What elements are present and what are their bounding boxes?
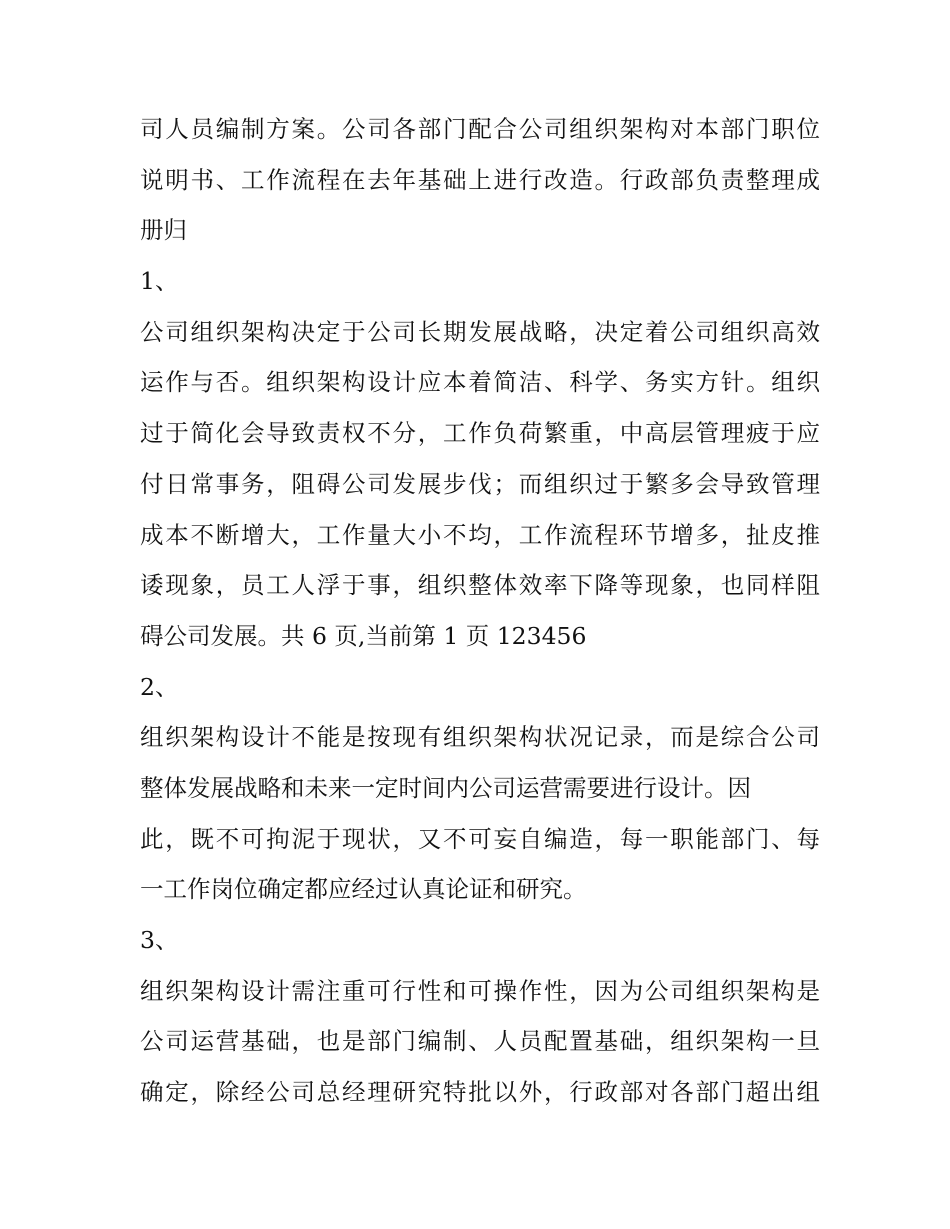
text-line: 司人员编制方案。公司各部门配合公司组织架构对本部门职位 [140, 115, 820, 143]
text-line-page-marker: 碍公司发展。共 6 页,当前第 1 页 123456 [140, 621, 587, 650]
text-line: 公司运营基础，也是部门编制、人员配置基础，组织架构一旦 [140, 1027, 820, 1056]
document-body [140, 104, 820, 1118]
section-number: 2、 [140, 672, 179, 701]
section-number: 3、 [140, 926, 179, 954]
text-line: 运作与否。组织架构设计应本着简洁、科学、务实方针。组织 [140, 368, 820, 397]
text-line: 过于简化会导致责权不分，工作负荷繁重，中高层管理疲于应 [140, 419, 820, 448]
text-line: 册归 [140, 216, 187, 245]
text-line: 组织架构设计需注重可行性和可操作性，因为公司组织架构是 [140, 976, 820, 1005]
text-line: 公司组织架构决定于公司长期发展战略，决定着公司组织高效 [140, 317, 820, 346]
text-line: 付日常事务，阻碍公司发展步伐；而组织过于繁多会导致管理 [140, 469, 820, 498]
text-line: 诿现象，员工人浮于事，组织整体效率下降等现象，也同样阻 [140, 571, 820, 600]
text-line: 一工作岗位确定都应经过认真论证和研究。 [140, 875, 587, 904]
text-line: 组织架构设计不能是按现有组织架构状况记录，而是综合公司 [140, 723, 820, 752]
text-line: 整体发展战略和未来一定时间内公司运营需要进行设计。因 [140, 773, 751, 802]
text-line: 说明书、工作流程在去年基础上进行改造。行政部负责整理成 [140, 165, 820, 194]
text-line: 确定，除经公司总经理研究特批以外，行政部对各部门超出组 [140, 1078, 820, 1107]
text-line: 成本不断增大，工作量大小不均，工作流程环节增多，扯皮推 [140, 520, 820, 549]
text-line: 此，既不可拘泥于现状，又不可妄自编造，每一职能部门、每 [140, 824, 820, 853]
section-number: 1、 [140, 267, 179, 296]
